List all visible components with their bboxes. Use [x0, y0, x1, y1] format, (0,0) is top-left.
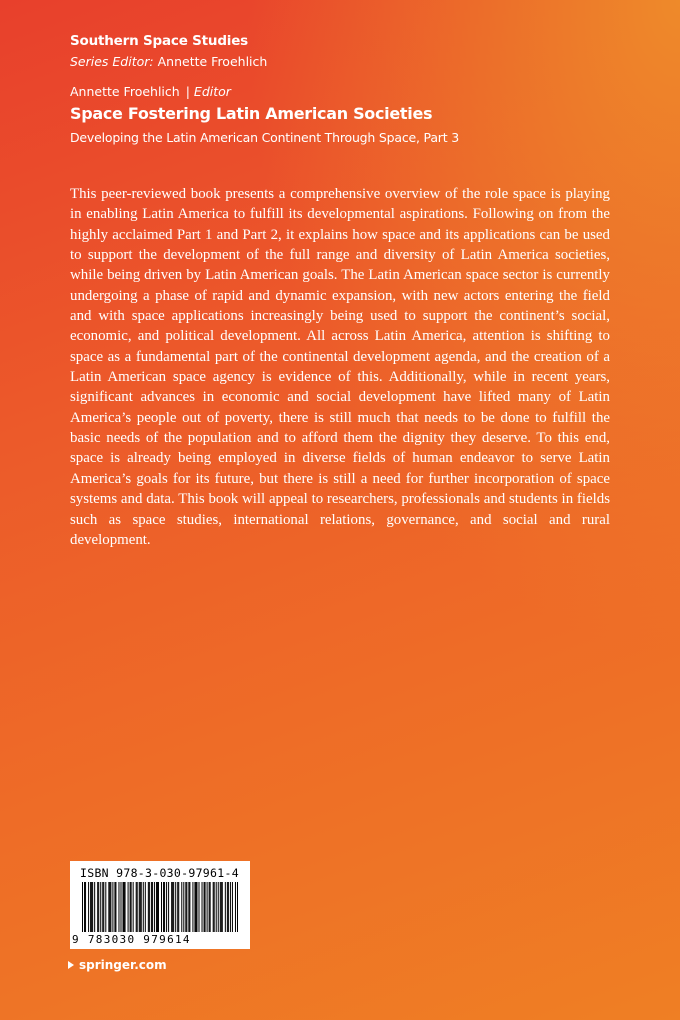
book-editor-role: Editor: [193, 84, 231, 99]
barcode-bar: [151, 882, 152, 932]
publisher-url: springer.com: [79, 958, 167, 972]
barcode-bar: [221, 882, 222, 932]
barcode-bar: [115, 882, 116, 932]
barcode-bar: [225, 882, 226, 932]
barcode-bar: [157, 882, 158, 932]
barcode-bar: [109, 882, 110, 932]
barcode-bar: [166, 882, 167, 932]
barcode-bar: [88, 882, 89, 932]
book-description: This peer-reviewed book presents a comprehensive overview of the role space is playing in enabling Latin America to fulfill its developmental aspirations. Following on from the highly acclaimed Part 1 and Part 2, it explains how space and its applications can be used to support the development of the full range and diversity of Latin America societies, while being driven by Latin American goals. The Latin American space sector is currently undergoing a phase of rapid and dynamic expansion, with new actors entering the field and with space applications increasingly being used to support the continent’s social, economic, and political development. All across Latin America, attention is shifting to space as a fundamental part of the continental development agenda, and the creation of a Latin American space agency is evidence of this. Additionally, while in recent years, significant advances in economic and social development have lifted many of Latin America’s people out of poverty, there is still much that needs to be done to fulfill the basic needs of the population and to afford them the dignity they deserve. To this end, space is already being employed in diverse fields of human endeavor to serve Latin America’s goals for its future, but there is still a need for further incorporation of space systems and data. This book will appeal to researchers, professionals and students in fields such as space studies, international relations, governance, and social and rural development.: [70, 186, 610, 548]
barcode-bar: [194, 882, 195, 932]
barcode-bar: [125, 882, 126, 932]
barcode-bar: [98, 882, 99, 932]
barcode-bar: [205, 882, 206, 932]
barcode-bar: [114, 882, 115, 932]
barcode-bar: [214, 882, 215, 932]
barcode-bar: [168, 882, 169, 932]
isbn-label: ISBN 978-3-030-97961-4: [80, 866, 239, 880]
barcode-bar: [173, 882, 174, 932]
barcode-bar: [228, 882, 229, 932]
barcode-bar: [145, 882, 146, 932]
barcode-bar: [210, 882, 211, 932]
series-editor-label: Series Editor:: [70, 54, 154, 69]
barcode-bar: [110, 882, 111, 932]
barcode-bar: [118, 882, 119, 932]
barcode-bar: [103, 882, 104, 932]
barcode-bar: [188, 882, 189, 932]
barcode-bar: [124, 882, 125, 932]
barcode-bar: [227, 882, 228, 932]
barcode-bar: [102, 882, 103, 932]
barcode-bar: [148, 882, 149, 932]
barcode-bar: [140, 882, 141, 932]
arrow-right-icon: [68, 961, 74, 969]
barcode-bar: [218, 882, 219, 932]
barcode-bar: [232, 882, 233, 932]
barcode-bar: [235, 882, 236, 932]
barcode-bar: [123, 882, 124, 932]
barcode-bar: [91, 882, 92, 932]
barcode-bar: [192, 882, 193, 932]
barcode-bar: [133, 882, 134, 932]
barcode-bar: [164, 882, 165, 932]
barcode-bar: [139, 882, 140, 932]
publisher-link[interactable]: [68, 958, 167, 972]
barcode-bar: [230, 882, 231, 932]
barcode-bar: [196, 882, 197, 932]
book-subtitle: Developing the Latin American Continent Through Space, Part 3: [70, 130, 459, 145]
barcode-bar: [141, 882, 142, 932]
barcode-bar: [156, 882, 157, 932]
barcode-bar: [97, 882, 98, 932]
barcode-bar: [158, 882, 159, 932]
barcode-bar: [112, 882, 113, 932]
book-editor-name: Annette Froehlich: [70, 84, 180, 99]
barcode-bar: [136, 882, 137, 932]
barcode: [82, 882, 238, 932]
barcode-digits: 9 783030 979614: [72, 933, 191, 946]
barcode-bar: [204, 882, 205, 932]
barcode-bar: [163, 882, 164, 932]
barcode-bar: [85, 882, 86, 932]
barcode-bar: [207, 882, 208, 932]
series-editor-name: Annette Froehlich: [157, 54, 268, 69]
barcode-bar: [209, 882, 210, 932]
barcode-bar: [137, 882, 138, 932]
barcode-bar: [84, 882, 85, 932]
barcode-bar: [186, 882, 187, 932]
barcode-bar: [195, 882, 196, 932]
barcode-bar: [100, 882, 101, 932]
barcode-bar: [202, 882, 203, 932]
barcode-bar: [94, 882, 95, 932]
barcode-bar: [108, 882, 109, 932]
barcode-bar: [183, 882, 184, 932]
barcode-bar: [237, 882, 238, 932]
barcode-bar: [152, 882, 153, 932]
barcode-bar: [177, 882, 178, 932]
barcode-bar: [161, 882, 162, 932]
barcode-bar: [175, 882, 176, 932]
book-editor-line: [70, 84, 231, 99]
barcode-bar: [198, 882, 199, 932]
barcode-bar: [189, 882, 190, 932]
barcode-bar: [220, 882, 221, 932]
series-editor-line: [70, 54, 267, 69]
barcode-bar: [131, 882, 132, 932]
series-title: Southern Space Studies: [70, 33, 249, 49]
isbn-barcode-box: [70, 861, 250, 949]
barcode-bar: [120, 882, 121, 932]
barcode-bar: [172, 882, 173, 932]
barcode-bar: [92, 882, 93, 932]
barcode-bar: [105, 882, 106, 932]
barcode-bar: [82, 882, 83, 932]
book-title: Space Fostering Latin American Societies: [70, 104, 433, 123]
barcode-bar: [222, 882, 223, 932]
barcode-bar: [143, 882, 144, 932]
barcode-bar: [90, 882, 91, 932]
barcode-bar: [171, 882, 172, 932]
barcode-bar: [185, 882, 186, 932]
barcode-bar: [128, 882, 129, 932]
barcode-bar: [213, 882, 214, 932]
barcode-bar: [216, 882, 217, 932]
barcode-bar: [130, 882, 131, 932]
barcode-bar: [181, 882, 182, 932]
barcode-bar: [154, 882, 155, 932]
barcode-bar: [149, 882, 150, 932]
barcode-bar: [178, 882, 179, 932]
book-editor-separator: |: [185, 84, 190, 99]
